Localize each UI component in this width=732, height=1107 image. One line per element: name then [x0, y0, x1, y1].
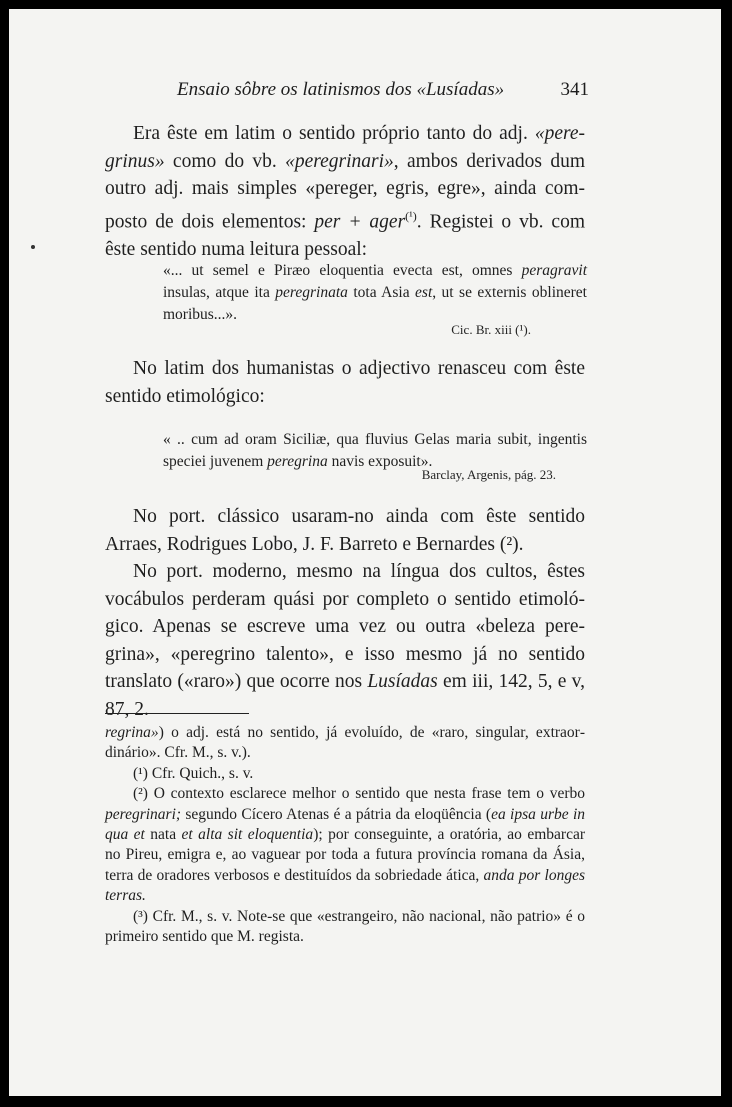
citation-barclay: Barclay, Argenis, pág. 23. — [421, 467, 556, 482]
paragraph-1-text: como do vb. — [164, 150, 286, 172]
paragraph-1-text: Era êste em latim o sentido próprio tanto do adj. — [133, 123, 535, 144]
paragraph-1 — [105, 120, 585, 263]
quote-barclay-text: « .. cum ad oram Siciliæ, qua fluvius Gelas maria subit, ingentis speciei juvenem — [163, 431, 587, 470]
page-number: 341 — [560, 79, 589, 100]
quote-cicero-text: insulas, atque ita — [163, 284, 276, 301]
footnote-1: (¹) Cfr. Quich., s. v. — [133, 764, 254, 782]
term-peregrinus: «peregrinus» — [105, 123, 585, 172]
footnotes — [105, 723, 585, 947]
paragraph-1-text: . Registei o vb. com êste sentido numa leitura pessoal: — [105, 211, 585, 260]
term-est: est — [415, 284, 433, 301]
running-head-title: Ensaio sôbre os latinismos dos «Lusíadas» — [177, 79, 505, 100]
quote-cicero-text: «... ut semel e Piræo eloquentia evecta est, omnes — [163, 262, 522, 279]
footnote-2-text: nata — [144, 826, 182, 844]
quote-cicero-text: , ut se externis oblineret moribus...». — [163, 284, 587, 323]
term-ea-ipsa-urbe: ea ipsa urbe in qua et — [105, 805, 585, 844]
paragraph-2-text: No latim dos humanistas o adjectivo renasceu com êste sentido etimológico: — [105, 358, 585, 407]
term-peregrinata: peregrinata — [275, 284, 348, 301]
paragraph-2 — [105, 355, 585, 410]
etymology-formula: per + ager — [314, 211, 406, 232]
quote-cicero-text: tota Asia — [347, 284, 416, 301]
term-regrina: regrina» — [105, 724, 159, 741]
footnote-carryover — [105, 723, 585, 764]
paragraph-4-text: em iii, 142, 5, e v, 87, 2. — [105, 671, 585, 720]
footnote-ref-1: (¹) — [405, 208, 417, 223]
footnote-2-text: (²) O contexto esclarece melhor o sentido que nesta frase tem o verbo — [133, 785, 585, 803]
paragraph-3 — [105, 503, 585, 558]
footnote-2-text: ); por conseguinte, a oratória, ao embarcar no Pireu, emigra e, ao vaguear por toda a futura província romana da Ásia, terra de oradores verbosos e destituídos da sobriedade ática, — [105, 826, 585, 884]
citation-cicero: Cic. Br. xiii (¹). — [451, 322, 531, 337]
term-peregrinari-note: peregrinari; — [105, 805, 182, 823]
paragraph-4 — [105, 558, 585, 723]
page-speck — [31, 245, 35, 249]
term-peragravit: peragravit — [521, 262, 587, 279]
term-lusiadas: Lusíadas — [367, 671, 438, 692]
quote-cicero — [163, 260, 587, 326]
paragraph-3-text: No port. clássico usaram-no ainda com êste sentido Arraes, Rodrigues Lobo, J. F. Barreto e Bernardes (²). — [105, 506, 585, 555]
footnote-carryover-text: ) o adj. está no sentido, já evoluído, de «raro, singular, extraordinário». Cfr. M., s. v.). — [105, 724, 585, 762]
paragraph-1-text: , ambos derivados dum outro adj. mais simples «pereger, egris, egre», ainda composto de dois elementos: — [105, 150, 585, 232]
term-anda-por-longes: anda por longes terras. — [105, 866, 585, 905]
footnote-3: (³) Cfr. M., s. v. Note-se que «estrangeiro, não nacional, não patrio» é o primeiro sentido que M. regista. — [105, 907, 585, 946]
term-et-alta-sit: et alta sit eloquentia — [181, 826, 314, 844]
paragraph-4-text: No port. moderno, mesmo na língua dos cultos, êstes vocábulos perderam quási por completo o sentido etimológico. Apenas se escreve uma vez ou outra «beleza peregrina», «peregrino talento», e isso mesmo já no sentido translato («raro») que ocorre nos — [105, 561, 585, 692]
running-head — [109, 79, 589, 105]
quote-barclay-text: navis exposuit». — [327, 453, 433, 470]
term-peregrina: peregrina — [267, 453, 328, 470]
term-peregrinari: «peregrinari» — [285, 150, 394, 172]
footnote-rule — [105, 713, 249, 714]
book-page — [9, 9, 721, 1096]
footnote-2-text: segundo Cícero Atenas é a pátria da eloqüência ( — [181, 805, 492, 823]
footnote-2 — [105, 784, 585, 906]
